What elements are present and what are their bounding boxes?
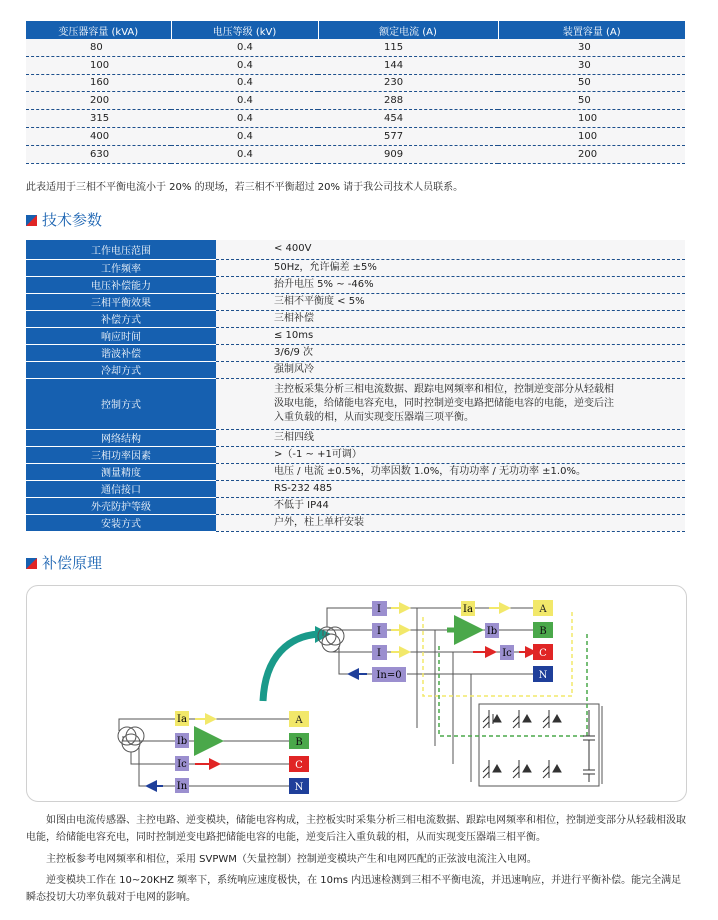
- table-cell: 0.4: [171, 39, 318, 56]
- table-cell: 630: [26, 145, 171, 163]
- param-value: 三相四线: [216, 429, 685, 446]
- param-key: 外壳防护等级: [26, 497, 216, 514]
- right-source-n: [372, 667, 406, 682]
- right-source-b: [372, 623, 387, 638]
- param-value: RS-232 485: [216, 480, 685, 497]
- left-phase-a: [289, 711, 309, 727]
- right-source-a-text: I: [377, 604, 381, 615]
- table-row: [26, 110, 685, 128]
- table-row: [26, 259, 685, 276]
- param-key: 工作频率: [26, 259, 216, 276]
- capacity-table-header: [26, 21, 685, 39]
- param-key: 电压补偿能力: [26, 276, 216, 293]
- param-key: 三相功率因素: [26, 446, 216, 463]
- right-phase-a: [533, 600, 553, 616]
- inverter-module-icon: [483, 710, 595, 782]
- table-cell: 909: [318, 145, 498, 163]
- right-phase-n: [533, 666, 553, 682]
- param-key: 工作电压范围: [26, 240, 216, 259]
- table-cell: 144: [318, 56, 498, 74]
- table-cell: 0.4: [171, 92, 318, 110]
- param-value: 户外，柱上单杆安装: [216, 514, 685, 531]
- table-cell: 100: [26, 56, 171, 74]
- header-transformer-capacity: 变压器容量 (kVA): [26, 21, 171, 39]
- table-row: [26, 92, 685, 110]
- right-source-c: [372, 645, 387, 660]
- param-key: 安装方式: [26, 514, 216, 531]
- section-title-principle: [26, 552, 102, 573]
- header-device-capacity: 装置容量 (A): [498, 21, 685, 39]
- right-phase-c: [533, 644, 553, 660]
- param-value: 电压 / 电流 ±0.5%，功率因数 1.0%，有功功率 / 无功功率 ±1.0%。: [216, 463, 685, 480]
- table-cell: 100: [498, 110, 685, 128]
- principle-paragraph-2: 主控板参考电网频率和相位，采用 SVPWM（矢量控制）控制逆变模块产生和电网匹配的正弦波电流注入电网。: [46, 854, 537, 865]
- param-key: 冷却方式: [26, 361, 216, 378]
- table-row: [26, 463, 685, 480]
- table-cell: 400: [26, 127, 171, 145]
- table-row: [26, 378, 685, 429]
- left-label-ic-text: Ic: [177, 759, 187, 770]
- right-label-ia-text: Ia: [463, 604, 473, 615]
- transformer-left-icon: [118, 727, 144, 752]
- left-phase-a-text: A: [295, 715, 303, 726]
- param-value: 强制风冷: [216, 361, 685, 378]
- table-row: [26, 514, 685, 531]
- section-title-principle-text: 补偿原理: [42, 554, 103, 572]
- param-key: 控制方式: [26, 378, 216, 429]
- table-cell: 577: [318, 127, 498, 145]
- table-row: [26, 127, 685, 145]
- table-note: 此表适用于三相不平衡电流小于 20% 的现场，若三相不平衡超过 20% 请于我公司技术人员联系。: [26, 182, 464, 193]
- section-title-tech: [26, 209, 102, 230]
- table-row: [26, 429, 685, 446]
- param-value: 三相不平衡度 < 5%: [216, 293, 685, 310]
- table-cell: 100: [498, 127, 685, 145]
- param-value: >（-1 ~ +1可调）: [216, 446, 685, 463]
- transition-arrow-icon: [263, 634, 319, 701]
- table-row: [26, 446, 685, 463]
- param-value: ≤ 10ms: [216, 327, 685, 344]
- table-cell: 454: [318, 110, 498, 128]
- section-title-tech-text: 技术参数: [42, 211, 103, 229]
- right-source-a: [372, 601, 387, 616]
- table-row: [26, 240, 685, 259]
- right-phase-n-text: N: [538, 670, 548, 681]
- right-label-ic-text: Ic: [502, 648, 512, 659]
- param-value: 抬升电压 5% ~ -46%: [216, 276, 685, 293]
- compensation-diagram-svg: [27, 586, 686, 801]
- right-phase-a-text: A: [539, 604, 547, 615]
- right-label-ic: [500, 645, 514, 660]
- right-phase-b-text: B: [539, 626, 547, 637]
- param-key: 测量精度: [26, 463, 216, 480]
- param-key: 补偿方式: [26, 310, 216, 327]
- param-key: 三相平衡效果: [26, 293, 216, 310]
- param-value: < 400V: [216, 240, 685, 259]
- left-label-ia-text: Ia: [177, 714, 187, 725]
- table-row: [26, 39, 685, 56]
- left-phase-c-text: C: [295, 760, 303, 771]
- right-label-ib-text: Ib: [486, 626, 498, 637]
- table-cell: 80: [26, 39, 171, 56]
- left-phase-c: [289, 756, 309, 772]
- left-phase-n-text: N: [294, 782, 304, 793]
- table-row: [26, 497, 685, 514]
- param-value: 3/6/9 次: [216, 344, 685, 361]
- table-cell: 315: [26, 110, 171, 128]
- table-cell: 30: [498, 39, 685, 56]
- right-wiring: [323, 608, 602, 786]
- table-cell: 200: [26, 92, 171, 110]
- left-label-ib-text: Ib: [176, 736, 188, 747]
- capacity-table: [26, 21, 685, 164]
- left-label-ia: [175, 711, 189, 726]
- right-source-c-text: I: [377, 648, 381, 659]
- table-cell: 50: [498, 92, 685, 110]
- left-phase-n: [289, 778, 309, 794]
- param-key: 响应时间: [26, 327, 216, 344]
- table-cell: 230: [318, 74, 498, 92]
- principle-paragraph-1: 如图由电流传感器、主控电路、逆变模块，储能电容构成，主控板实时采集分析三相电流数据、跟踪电网频率和相位，控制逆变部分从轻载相汲取电能，给储能电容充电，同时控制逆变电路把储能电容的电能，逆变后注入重负载的相，从而实现变压器端三相平衡。: [26, 815, 686, 843]
- right-label-ib: [485, 623, 499, 638]
- left-label-in-text: In: [176, 781, 188, 792]
- table-row: [26, 293, 685, 310]
- right-source-n-text: In=0: [376, 670, 402, 681]
- table-cell: 50: [498, 74, 685, 92]
- param-value: 三相补偿: [216, 310, 685, 327]
- header-rated-current: 额定电流 (A): [318, 21, 498, 39]
- table-row: [26, 56, 685, 74]
- right-phase-c-text: C: [539, 648, 547, 659]
- principle-paragraph-3: 逆变模块工作在 10~20KHZ 频率下，系统响应速度极快，在 10ms 内迅速检测到三相不平衡电流，并迅速响应，并进行平衡补偿。能完全满足瞬态投切大功率负载对于电网的影响。: [26, 875, 682, 903]
- left-label-in: [175, 778, 189, 793]
- table-cell: 200: [498, 145, 685, 163]
- table-row: [26, 344, 685, 361]
- table-row: [26, 145, 685, 163]
- table-cell: 0.4: [171, 127, 318, 145]
- table-cell: 0.4: [171, 110, 318, 128]
- table-row: [26, 327, 685, 344]
- tech-params-table: [26, 240, 685, 532]
- right-phase-b: [533, 622, 553, 638]
- param-value: 50Hz，允许偏差 ±5%: [216, 259, 685, 276]
- table-cell: 0.4: [171, 74, 318, 92]
- param-key: 谐波补偿: [26, 344, 216, 361]
- table-cell: 115: [318, 39, 498, 56]
- section-marker-icon: [26, 215, 37, 226]
- left-label-ib: [175, 733, 189, 748]
- left-phase-b-text: B: [295, 737, 303, 748]
- param-value: 主控板采集分析三相电流数据、跟踪电网频率和相位，控制逆变部分从轻载相汲取电能，给储能电容充电，同时控制逆变电路把储能电容的电能，逆变后注入重负载的相，从而实现变压器端三项平衡。: [216, 378, 685, 429]
- left-phase-b: [289, 733, 309, 749]
- compensation-diagram: [26, 585, 687, 802]
- right-source-b-text: I: [377, 626, 381, 637]
- header-voltage-level: 电压等级 (kV): [171, 21, 318, 39]
- table-cell: 30: [498, 56, 685, 74]
- table-row: [26, 74, 685, 92]
- table-cell: 0.4: [171, 56, 318, 74]
- section-marker-icon: [26, 558, 37, 569]
- table-row: [26, 480, 685, 497]
- table-cell: 0.4: [171, 145, 318, 163]
- table-row: [26, 310, 685, 327]
- param-key: 通信接口: [26, 480, 216, 497]
- right-label-ia: [461, 601, 475, 616]
- left-wiring: [119, 719, 289, 786]
- table-cell: 288: [318, 92, 498, 110]
- param-key: 网络结构: [26, 429, 216, 446]
- param-value: 不低于 IP44: [216, 497, 685, 514]
- table-row: [26, 361, 685, 378]
- left-label-ic: [175, 756, 189, 771]
- table-cell: 160: [26, 74, 171, 92]
- table-row: [26, 276, 685, 293]
